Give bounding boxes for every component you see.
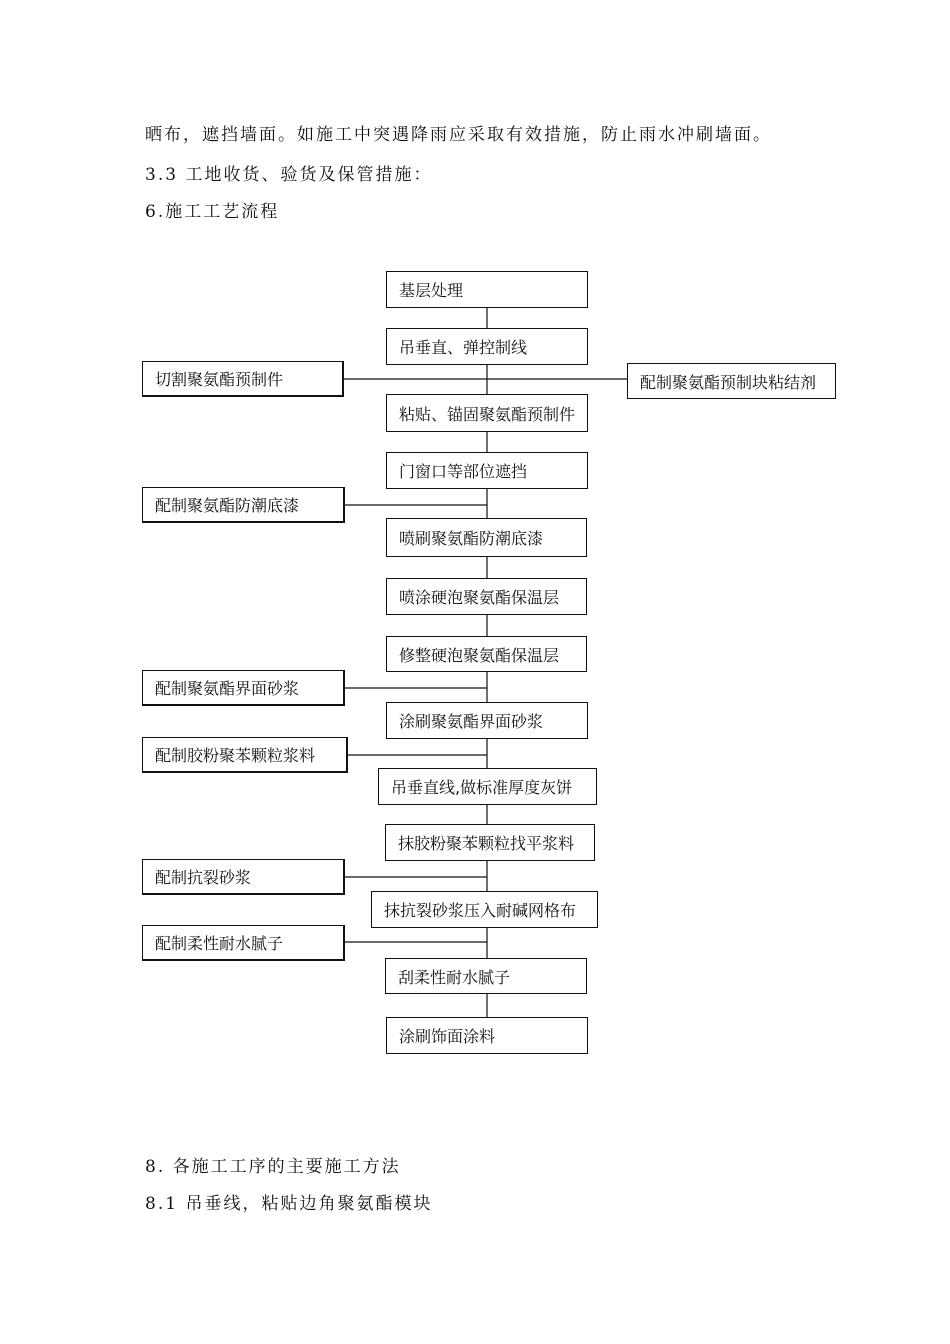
flow-step-12: 刮柔性耐水腻子 <box>385 958 587 994</box>
flow-step-4: 门窗口等部位遮挡 <box>386 452 588 489</box>
side-step-left-2: 配制聚氨酯防潮底漆 <box>142 487 345 523</box>
side-step-right-1: 配制聚氨酯预制块粘结剂 <box>627 363 836 399</box>
side-step-left-6: 配制柔性耐水腻子 <box>142 925 345 961</box>
flow-step-10: 抹胶粉聚苯颗粒找平浆料 <box>385 824 595 861</box>
side-step-left-3: 配制聚氨酯界面砂浆 <box>142 670 345 706</box>
paragraph-2: 3.3 工地收货、验货及保管措施： <box>145 165 433 185</box>
flow-step-2: 吊垂直、弹控制线 <box>386 328 588 365</box>
flow-step-1: 基层处理 <box>386 271 588 308</box>
paragraph-3: 6.施工工艺流程 <box>145 202 280 222</box>
flow-step-6: 喷涂硬泡聚氨酯保温层 <box>386 578 587 615</box>
side-step-left-4: 配制胶粉聚苯颗粒浆料 <box>142 737 348 773</box>
flow-step-8: 涂刷聚氨酯界面砂浆 <box>386 702 588 739</box>
flow-step-3: 粘贴、锚固聚氨酯预制件 <box>386 394 588 432</box>
side-step-left-1: 切割聚氨酯预制件 <box>142 361 344 397</box>
side-step-left-5: 配制抗裂砂浆 <box>142 859 345 895</box>
flow-step-11: 抹抗裂砂浆压入耐碱网格布 <box>371 891 598 928</box>
paragraph-4: 8. 各施工工序的主要施工方法 <box>145 1157 401 1177</box>
paragraph-5: 8.1 吊垂线，粘贴边角聚氨酯模块 <box>145 1194 433 1214</box>
paragraph-1: 晒布，遮挡墙面。如施工中突遇降雨应采取有效措施，防止雨水冲刷墙面。 <box>145 125 772 145</box>
flow-step-13: 涂刷饰面涂料 <box>386 1017 588 1054</box>
flow-step-9: 吊垂直线,做标准厚度灰饼 <box>378 768 597 805</box>
flow-step-7: 修整硬泡聚氨酯保温层 <box>386 636 587 672</box>
flow-step-5: 喷刷聚氨酯防潮底漆 <box>386 518 587 557</box>
